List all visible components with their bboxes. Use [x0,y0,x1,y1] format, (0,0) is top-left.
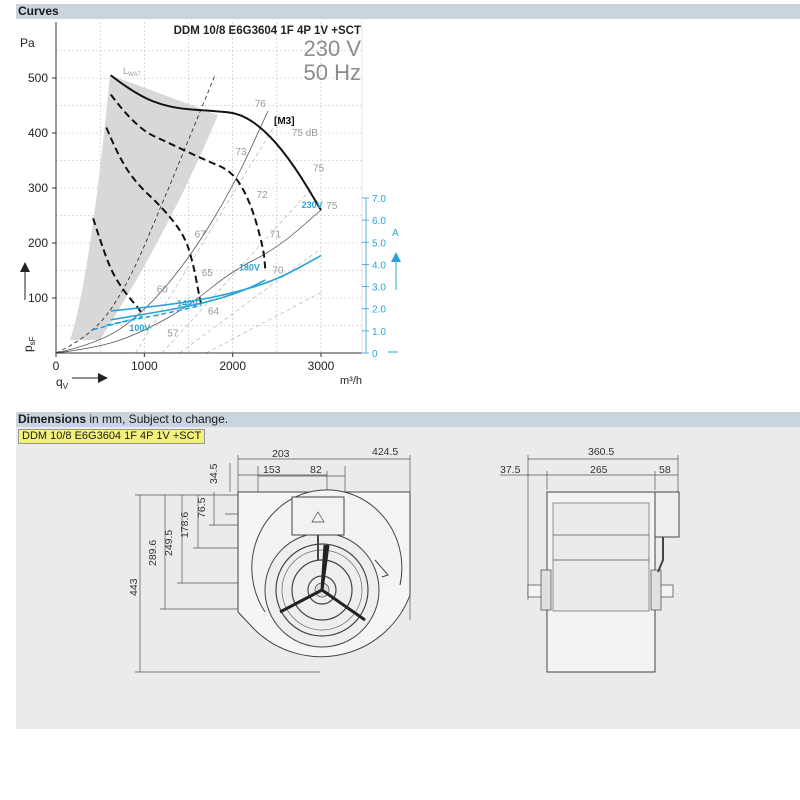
dimensions-title: Dimensions [18,412,87,426]
front-view [135,455,410,672]
right-tick-label: 1.0 [372,326,386,338]
voltage-label: 230V [301,199,323,210]
sound-label: 76 [254,99,266,111]
sound-label: 60 [156,284,168,296]
right-tick-label: 7.0 [372,194,386,205]
chart-voltage: 230 V [303,36,361,61]
chart-frequency: 50 Hz [303,60,361,85]
y-axis-unit: Pa [20,36,35,50]
x-tick-label: 1000 [130,359,158,373]
y-tick-label: 300 [27,181,48,195]
x-axis-symbol: $q_V$ [56,375,69,391]
dim-289: 289.6 [147,539,159,566]
right-tick-label: 0 [372,349,378,360]
chart-title: DDM 10/8 E6G3604 1F 4P 1V +SCT [173,25,361,37]
sound-label: 72 [256,189,268,201]
dim-box-offset: 153 [263,464,281,476]
dim-side-flange: 37.5 [500,464,521,476]
sound-label: 65 [201,268,213,279]
sound-label: 73 [235,147,247,158]
right-tick-label: 2.0 [372,304,386,316]
lwa-label: $L_{WA7}$ [123,66,141,78]
y-tick-label: 500 [27,71,48,85]
right-tick-label: 6.0 [372,216,386,228]
dim-76: 76.5 [196,497,208,518]
sound-label: 75 [313,163,325,175]
dim-box-width: 82 [310,464,322,476]
right-axis-unit: A [392,228,399,239]
dimensions-note: in mm, Subject to change. [86,412,229,426]
y-tick-label: 400 [27,126,48,140]
sound-label: 75 [326,200,338,212]
sound-label: 75 dB [291,127,318,139]
x-tick-label: 0 [52,359,60,373]
voltage-label: 140V [177,298,199,309]
right-tick-label: 4.0 [372,260,386,272]
y-axis-symbol: $p_{sF}$ [21,336,37,352]
dim-side-overall: 360.5 [588,446,615,458]
voltage-label: 180V [238,262,260,273]
right-tick-label: 3.0 [372,282,386,294]
x-tick-label: 3000 [307,359,335,373]
sound-label: 71 [269,229,281,241]
y-tick-label: 100 [27,291,48,305]
x-axis-unit: m³/h [340,375,362,387]
voltage-label: 100V [129,323,151,333]
dim-inlet-offset: 203 [272,448,290,460]
dim-side-body: 265 [590,464,608,476]
dim-34: 34.5 [208,463,220,484]
x-tick-label: 2000 [219,359,247,373]
operating-point-label: [M3] [274,116,295,127]
dim-overall-width: 424.5 [372,446,399,458]
side-view-dims [500,446,671,476]
dim-side-box: 58 [659,464,671,476]
curves-title: Curves [18,4,59,18]
dim-249: 249.5 [163,529,175,556]
sound-label: 57 [167,328,179,340]
dim-178: 178.6 [179,511,191,538]
sound-label: 70 [272,265,284,277]
model-tag: DDM 10/8 E6G3604 1F 4P 1V +SCT [18,429,205,444]
y-tick-label: 200 [27,236,48,250]
side-view [500,455,679,672]
right-tick-label: 5.0 [372,238,386,250]
dim-overall-height: 443 [128,578,140,596]
sound-label: 67 [194,229,206,241]
sound-label: 64 [207,306,220,318]
